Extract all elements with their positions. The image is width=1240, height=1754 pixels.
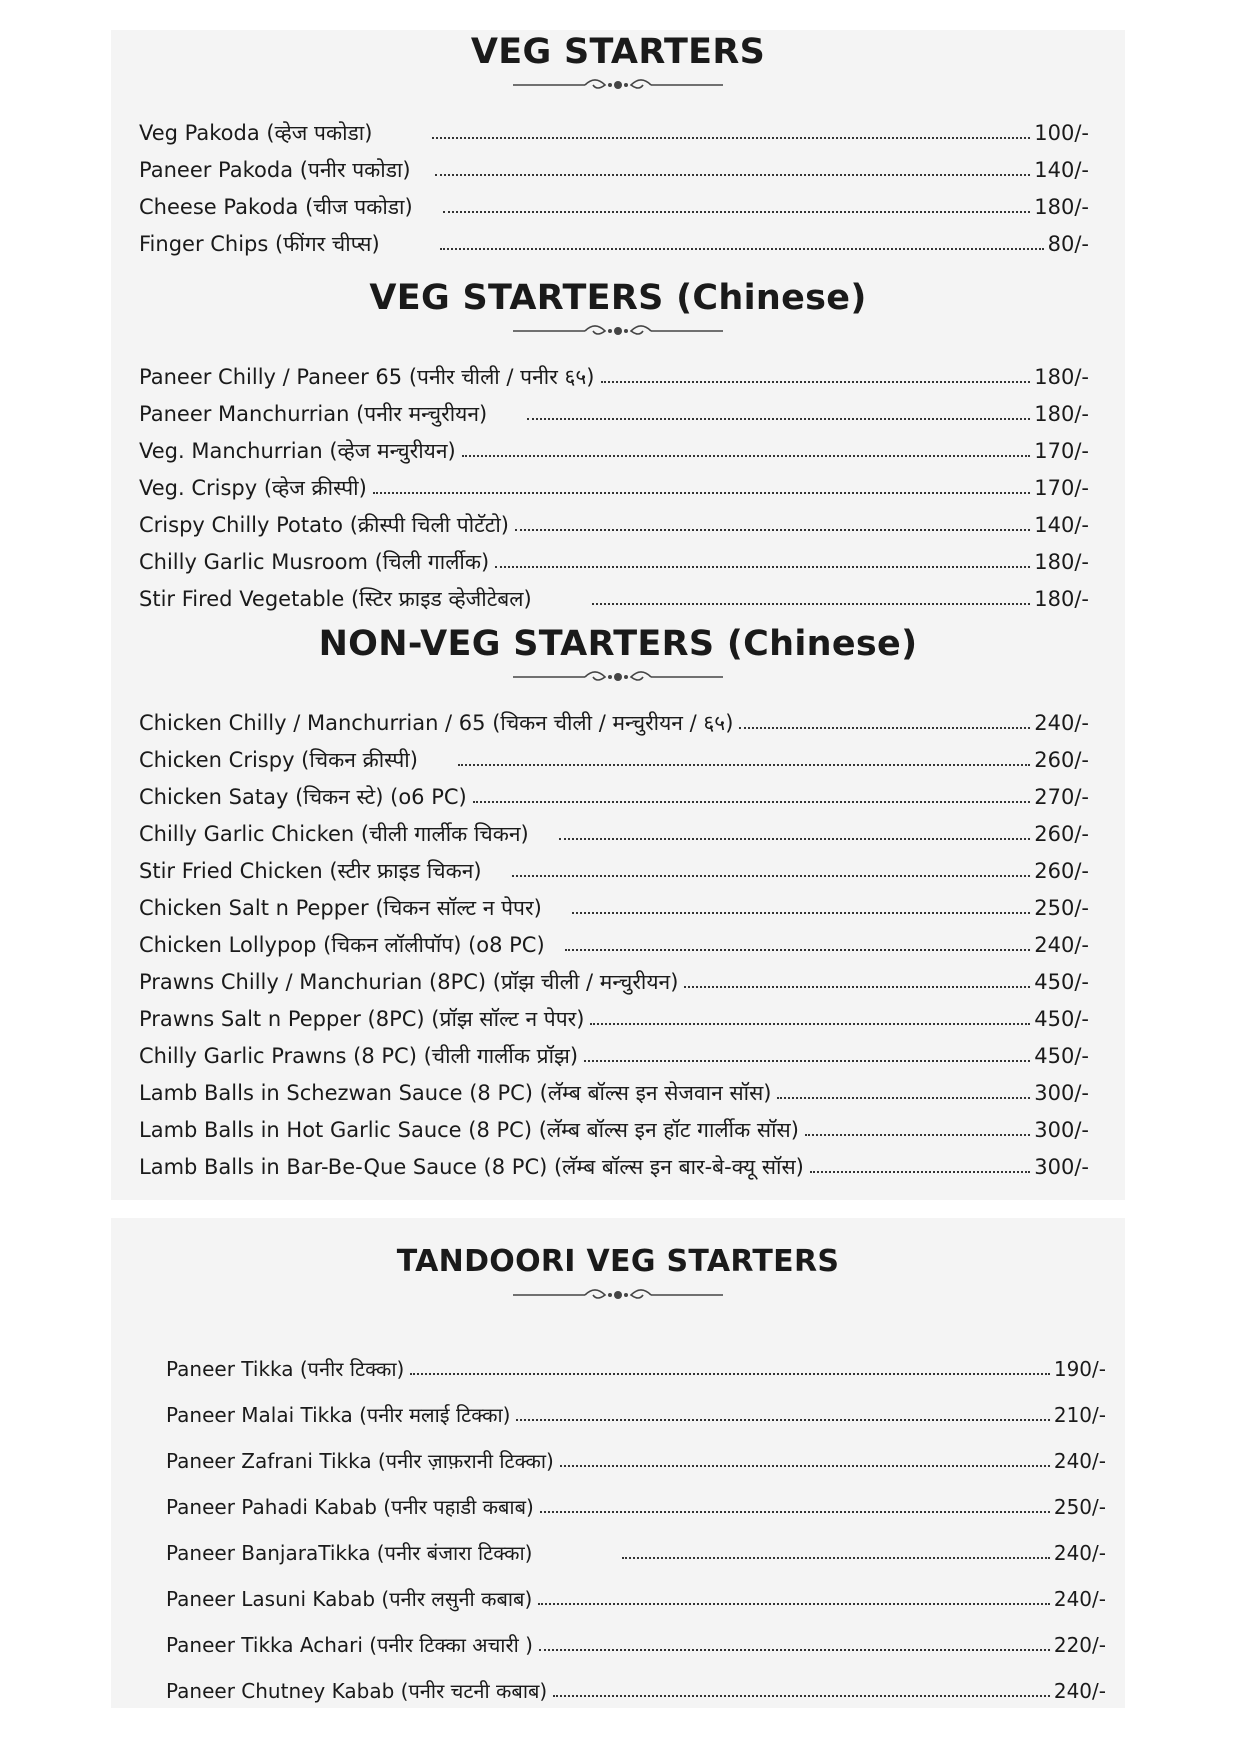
menu-item [139,116,1089,146]
item-name: Stir Fried Chicken (स्टीर फ्राइड चिकन) [139,859,482,883]
menu-item [139,743,1089,773]
item-price: 260/- [1034,822,1089,846]
section-title: NON-VEG STARTERS (Chinese) [318,624,918,664]
dot-leader [410,1373,1050,1375]
section-veg-starters-chinese [111,278,1125,618]
item-name: Cheese Pakoda (चीज पकोडा) [139,195,413,219]
item-name: Lamb Balls in Hot Garlic Sauce (8 PC) (लॅम्ब बॉल्स इन हॉट गार्लीक सॉस) [139,1118,799,1142]
dot-leader [373,492,1030,494]
menu-item [166,1398,1106,1428]
item-price: 450/- [1034,970,1089,994]
dot-leader [592,603,1031,605]
item-price: 190/- [1053,1357,1106,1381]
dot-leader [553,1695,1050,1697]
item-price: 180/- [1034,587,1089,611]
menu-item [139,471,1089,501]
dot-leader [810,1171,1030,1173]
item-price: 450/- [1034,1007,1089,1031]
item-name: Chicken Crispy (चिकन क्रीस्पी) [139,748,418,772]
item-price: 250/- [1034,896,1089,920]
dot-leader [495,566,1030,568]
item-name: Paneer Malai Tikka (पनीर मलाई टिक्का) [166,1403,511,1427]
scroll-ornament-icon [513,666,723,688]
dot-leader [684,986,1030,988]
menu-item [139,190,1089,220]
dot-leader [540,1511,1050,1513]
menu-item [166,1628,1106,1658]
menu-item [139,360,1089,390]
section-title: VEG STARTERS (Chinese) [369,278,867,318]
dot-leader [527,418,1030,420]
menu-item [166,1490,1106,1520]
menu-item [139,227,1089,257]
dot-leader [590,1023,1030,1025]
dot-leader [440,248,1044,250]
item-price: 180/- [1034,195,1089,219]
item-price: 300/- [1034,1155,1089,1179]
dot-leader [435,174,1031,176]
menu-item [139,397,1089,427]
item-name: Lamb Balls in Bar-Be-Que Sauce (8 PC) (लॅम्ब बॉल्स इन बार-बे-क्यू सॉस) [139,1155,804,1179]
menu-item [166,1582,1106,1612]
dot-leader [538,1603,1050,1605]
item-name: Chicken Salt n Pepper (चिकन सॉल्ट न पेपर) [139,896,542,920]
item-name: Stir Fired Vegetable (स्टिर फ्राइड व्हेजीटेबल) [139,587,532,611]
item-price: 220/- [1053,1633,1106,1657]
menu-item [139,582,1089,612]
menu-item [166,1536,1106,1566]
menu-item [139,1002,1089,1032]
menu-item [139,706,1089,736]
item-price: 250/- [1053,1495,1106,1519]
item-price: 270/- [1034,785,1089,809]
item-price: 240/- [1053,1449,1106,1473]
menu-item [166,1352,1106,1382]
dot-leader [516,1419,1049,1421]
item-name: Veg Pakoda (व्हेज पकोडा) [139,121,373,145]
menu-item [139,1150,1089,1180]
item-name: Paneer Manchurrian (पनीर मन्चुरीयन) [139,402,488,426]
dot-leader [539,1649,1050,1651]
dot-leader [739,727,1030,729]
section-non-veg-starters-chinese [111,624,1125,1184]
dot-leader [512,875,1031,877]
item-name: Prawns Salt n Pepper (8PC) (प्रॉझ सॉल्ट न पेपर) [139,1007,585,1031]
item-price: 210/- [1053,1403,1106,1427]
dot-leader [805,1134,1030,1136]
item-name: Crispy Chilly Potato (क्रीस्पी चिली पोटॅटो) [139,513,509,537]
item-price: 140/- [1034,158,1089,182]
item-name: Chicken Satay (चिकन स्टे) (o6 PC) [139,785,467,809]
menu-item [139,928,1089,958]
menu-item [166,1674,1106,1704]
dot-leader [584,1060,1030,1062]
item-name: Paneer Zafrani Tikka (पनीर ज़ाफ़रानी टिक्का) [166,1449,554,1473]
menu-item [166,1444,1106,1474]
item-name: Paneer Tikka (पनीर टिक्का) [166,1357,405,1381]
item-price: 240/- [1053,1541,1106,1565]
menu-item [139,545,1089,575]
dot-leader [565,949,1031,951]
dot-leader [458,764,1030,766]
item-price: 180/- [1034,365,1089,389]
dot-leader [572,912,1030,914]
item-price: 240/- [1053,1587,1106,1611]
menu-item [139,153,1089,183]
item-price: 100/- [1034,121,1089,145]
item-price: 240/- [1034,933,1089,957]
item-name: Paneer Chutney Kabab (पनीर चटनी कबाब) [166,1679,548,1703]
item-name: Paneer Pahadi Kabab (पनीर पहाडी कबाब) [166,1495,534,1519]
dot-leader [559,838,1031,840]
section-title: VEG STARTERS [470,32,766,72]
dot-leader [622,1557,1049,1559]
dot-leader [601,381,1031,383]
item-name: Paneer Lasuni Kabab (पनीर लसुनी कबाब) [166,1587,533,1611]
menu-item [139,1113,1089,1143]
item-name: Paneer Chilly / Paneer 65 (पनीर चीली / पनीर ६५) [139,365,595,389]
item-name: Prawns Chilly / Manchurian (8PC) (प्रॉझ चीली / मन्चुरीयन) [139,970,679,994]
menu-item [139,965,1089,995]
item-price: 140/- [1034,513,1089,537]
dot-leader [515,529,1030,531]
menu-item [139,854,1089,884]
item-name: Chilly Garlic Chicken (चीली गार्लीक चिकन) [139,822,529,846]
item-name: Paneer Tikka Achari (पनीर टिक्का अचारी ) [166,1633,533,1657]
menu-item [139,817,1089,847]
menu-item [139,1039,1089,1069]
dot-leader [432,137,1030,139]
dot-leader [777,1097,1030,1099]
item-price: 260/- [1034,748,1089,772]
dot-leader [560,1465,1050,1467]
item-price: 300/- [1034,1118,1089,1142]
dot-leader [473,801,1031,803]
item-name: Veg. Crispy (व्हेज क्रीस्पी) [139,476,367,500]
dot-leader [443,211,1031,213]
item-price: 80/- [1047,232,1089,256]
item-price: 260/- [1034,859,1089,883]
menu-item [139,891,1089,921]
menu-item [139,434,1089,464]
item-price: 240/- [1034,711,1089,735]
item-name: Finger Chips (फींगर चीप्स) [139,232,380,256]
scroll-ornament-icon [513,74,723,96]
item-name: Lamb Balls in Schezwan Sauce (8 PC) (लॅम्ब बॉल्स इन सेजवान सॉस) [139,1081,772,1105]
scroll-ornament-icon [513,1284,723,1306]
menu-item [139,1076,1089,1106]
section-title: TANDOORI VEG STARTERS [396,1244,840,1279]
section-tandoori-veg-starters [111,1242,1125,1712]
item-name: Chilly Garlic Musroom (चिली गार्लीक) [139,550,490,574]
item-price: 450/- [1034,1044,1089,1068]
item-price: 170/- [1034,476,1089,500]
item-name: Chicken Lollypop (चिकन लॉलीपॉप) (o8 PC) [139,933,545,957]
menu-item [139,508,1089,538]
item-price: 300/- [1034,1081,1089,1105]
item-name: Veg. Manchurrian (व्हेज मन्चुरीयन) [139,439,456,463]
item-price: 170/- [1034,439,1089,463]
item-name: Chilly Garlic Prawns (8 PC) (चीली गार्लीक प्रॉझ) [139,1044,579,1068]
item-name: Paneer Pakoda (पनीर पकोडा) [139,158,411,182]
item-price: 180/- [1034,402,1089,426]
item-name: Paneer BanjaraTikka (पनीर बंजारा टिक्का) [166,1541,533,1565]
item-name: Chicken Chilly / Manchurrian / 65 (चिकन चीली / मन्चुरीयन / ६५) [139,711,734,735]
section-veg-starters [111,32,1125,262]
scroll-ornament-icon [513,320,723,342]
item-price: 180/- [1034,550,1089,574]
item-price: 240/- [1053,1679,1106,1703]
menu-item [139,780,1089,810]
dot-leader [462,455,1031,457]
